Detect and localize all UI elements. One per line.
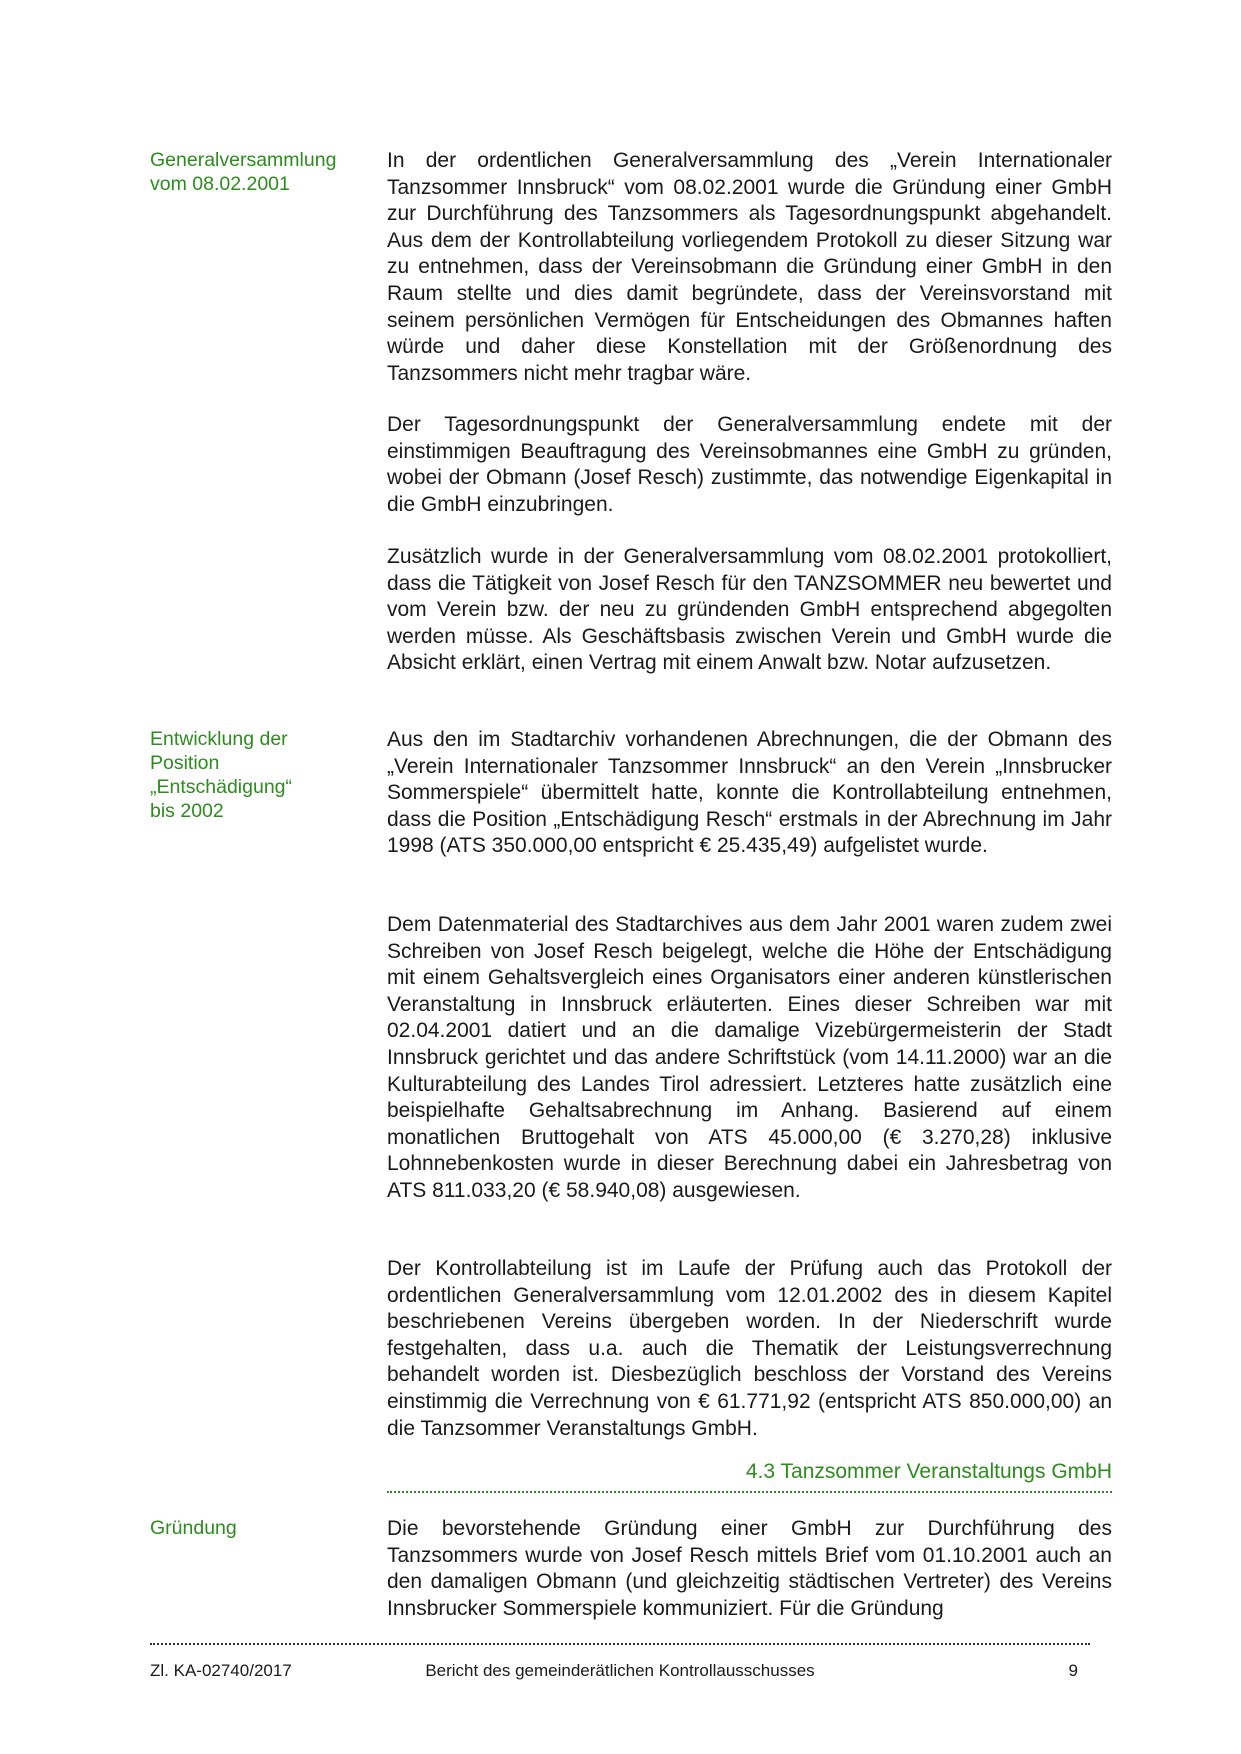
footer-divider — [150, 1643, 1090, 1645]
paragraph-generalversammlung-1: In der ordentlichen Generalversammlung des „Verein Internationaler Tanzsommer Innsbruck“ vom 08.02.2001 wurde die Gründung einer GmbH zur Durchführung des Tanzsommers als Tagesordnungspunkt abgehandelt. Aus dem der Kontrollabteilung vorliegendem Protokoll zu dieser Sitzung war zu entnehmen, dass der Vereinsobmann die Gründung einer GmbH in den Raum stellte und dies damit begründete, dass der Vereinsvorstand mit seinem persönlichen Vermögen für Entscheidungen des Obmannes haften würde und daher diese Konstellation mit der Größenordnung des Tanzsommers nicht mehr tragbar wäre. — [387, 149, 1112, 385]
paragraph-entwicklung-3: Der Kontrollabteilung ist im Laufe der Prüfung auch das Protokoll der ordentlichen Generalversammlung vom 12.01.2002 des in diesem Kapitel beschriebenen Vereins übergeben worden. In der Niederschrift wurde festgehalten, dass u.a. auch die Thematik der Leistungsverrechnung behandelt worden ist. Diesbezüglich beschloss der Vorstand des Vereins einstimmig die Verrechnung von € 61.771,92 (entspricht ATS 850.000,00) an die Tanzsommer Veranstaltungs GmbH. — [387, 1257, 1112, 1440]
footer-title: Bericht des gemeinderätlichen Kontrollausschusses — [425, 1661, 815, 1680]
margin-label-entwicklung: Entwicklung der Position „Entschädigung“ bis 2002 — [150, 728, 293, 822]
margin-label-generalversammlung: Generalversammlung vom 08.02.2001 — [150, 149, 337, 195]
chapter-heading: 4.3 Tanzsommer Veranstaltungs GmbH — [745, 1460, 1112, 1483]
heading-divider — [387, 1491, 1112, 1493]
paragraph-generalversammlung-2: Der Tagesordnungspunkt der Generalversammlung endete mit der einstimmigen Beauftragung des Vereinsobmannes eine GmbH zu gründen, wobei der Obmann (Josef Resch) zustimmte, das notwendige Eigenkapital in die GmbH einzubringen. — [387, 413, 1112, 516]
paragraph-gruendung-1: Die bevorstehende Gründung einer GmbH zur Durchführung des Tanzsommers wurde von Josef Resch mittels Brief vom 01.10.2001 auch an den damaligen Obmann (und gleichzeitig städtischen Vertreter) des Vereins Innsbrucker Sommerspiele kommuniziert. Für die Gründung — [387, 1517, 1112, 1620]
chapter-heading-block — [387, 1459, 1112, 1493]
paragraph-generalversammlung-3: Zusätzlich wurde in der Generalversammlung vom 08.02.2001 protokolliert, dass die Tätigkeit von Josef Resch für den TANZSOMMER neu bewertet und vom Verein bzw. der neu zu gründenden GmbH entsprechend abgegolten werden müsse. Als Geschäftsbasis zwischen Verein und GmbH wurde die Absicht erklärt, einen Vertrag mit einem Anwalt bzw. Notar aufzusetzen. — [387, 545, 1112, 675]
footer-reference: Zl. KA-02740/2017 — [150, 1661, 292, 1680]
margin-label-gruendung: Gründung — [150, 1517, 237, 1539]
paragraph-entwicklung-2: Dem Datenmaterial des Stadtarchives aus dem Jahr 2001 waren zudem zwei Schreiben von Josef Resch beigelegt, welche die Höhe der Entschädigung mit einem Gehaltsvergleich eines Organisators einer anderen künstlerischen Veranstaltung in Innsbruck erläuterten. Eines dieser Schreiben war mit 02.04.2001 datiert und an die damalige Vizebürgermeisterin der Stadt Innsbruck gerichtet und das andere Schriftstück (vom 14.11.2000) war an die Kulturabteilung des Landes Tirol adressiert. Letzteres hatte zusätzlich eine beispielhafte Gehaltsabrechnung im Anhang. Basierend auf einem monatlichen Bruttogehalt von ATS 45.000,00 (€ 3.270,28) inklusive Lohnnebenkosten wurde in dieser Berechnung dabei ein Jahresbetrag von ATS 811.033,20 (€ 58.940,08) ausgewiesen. — [387, 913, 1112, 1202]
page-number: 9 — [1068, 1661, 1078, 1680]
paragraph-entwicklung-1: Aus den im Stadtarchiv vorhandenen Abrechnungen, die der Obmann des „Verein Internationaler Tanzsommer Innsbruck“ an den Verein „Innsbrucker Sommerspiele“ übermittelt hatte, konnte die Kontrollabteilung entnehmen, dass die Position „Entschädigung Resch“ erstmals in der Abrechnung im Jahr 1998 (ATS 350.000,00 entspricht € 25.435,49) aufgelistet wurde. — [387, 728, 1112, 858]
